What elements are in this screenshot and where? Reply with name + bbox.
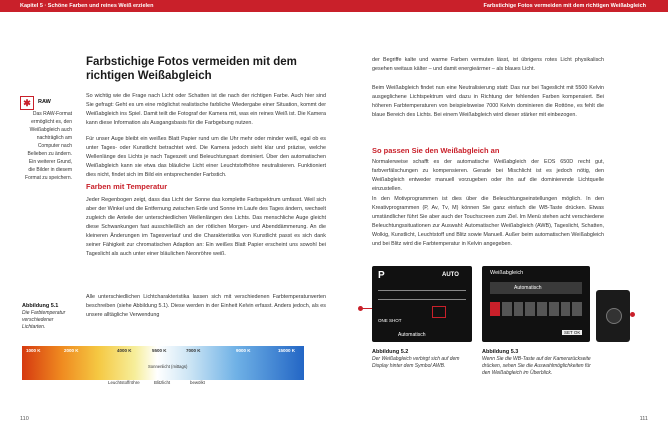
af-mode-label: ONE SHOT — [378, 318, 402, 323]
spectrum-source: Blauer Himmel — [254, 380, 283, 385]
spectrum-label: 2000 K — [64, 348, 79, 353]
spectrum-mid-label: Sonnenlicht (mittags) — [148, 364, 188, 369]
right-page — [334, 0, 668, 440]
wb-selected-option: Automatisch — [514, 285, 542, 291]
subheading-adjust-wb: So passen Sie den Weißabgleich an — [372, 146, 500, 155]
set-ok-button[interactable]: SET OK — [564, 330, 581, 335]
spectrum-source: bewölkt — [190, 380, 205, 385]
spectrum-label: 1000 K — [26, 348, 41, 353]
wb-option[interactable] — [537, 302, 547, 316]
page-number-right: 111 — [639, 416, 648, 422]
spectrum-source: Kerze — [26, 380, 38, 385]
paragraph-1: So wichtig wie die Frage nach Licht oder Schatten ist die nach der richtigen Farbe. Auch hier sind Sie gefragt: Geht es um eine möglichst realistische farbliche Wiedergabe einer Situation, kommt der Weißabgleich ins Spiel. Damit teilt die Fotograf der Kamera mit, was ein reines Weiß ist. Die Kamera kann diese Information als Ausgangsbasis für die Farbgebung nutzen. — [86, 93, 326, 126]
page-number-left: 110 — [20, 416, 29, 422]
spectrum-source: Glühlampe — [58, 380, 80, 385]
figure-5-1-caption: Abbildung 5.1 Die Farbtemperatur verschiedener Lichtarten. — [22, 303, 66, 330]
paragraph-r3: Normalerweise schafft es der automatische Weißabgleich der EOS 650D recht gut, farbverfälschungen zu kompensieren. Gerade bei Mischlicht ist es jedoch nötig, den Weißabgleich entweder manuell vorzugeben oder ihn auf die dominierende Lichtquelle einzustellen. — [372, 159, 604, 192]
sidebar-title: RAW — [38, 99, 51, 105]
callout-1-icon — [358, 306, 363, 311]
wb-option-awb[interactable] — [490, 302, 500, 316]
white-balance-menu-screen — [482, 266, 590, 342]
paragraph-r1: der Begriffe kalte und warme Farben vermuten lässt, ist übrigens rotes Licht physikalisch gesehen weitaus kälter – und damit energieärmer – als blaues Licht. — [372, 57, 604, 72]
wb-option[interactable] — [561, 302, 571, 316]
figure-5-3-caption: Abbildung 5.3 Wenn Sie die WB-Taste auf der Kamerarückseite drücken, sehen Sie die Auswahlmöglichkeiten für den Weißabgleich im Überblick. — [482, 349, 591, 376]
paragraph-2: Für unser Auge bleibt ein weißes Blatt Papier rund um die Uhr mehr oder minder weiß, egal ob es unter Tages- oder Kunstlicht betrachtet wird. Die Kamera jedoch sieht klar und präzise, welche Wellenlänge des Lichts je nach Tageszeit und Beleuchtungsart dominiert. Über den automatischen Weißabgleich kann sie etwa das bläuliche Licht einer Leuchtstoffröhre neutralisieren. Funktioniert dies nicht, findet sich im Bild ein entsprechender Farbstich. — [86, 136, 326, 178]
shooting-mode-label: P — [378, 270, 385, 281]
spectrum-label: 9000 K — [236, 348, 251, 353]
paragraph-3: Jeder Regenbogen zeigt, dass das Licht der Sonne das komplette Farbspektrum umfasst. Weil sich aber der Winkel und die Entfernung zwischen Erde und Sonne im Laufe des Tages ändern, wechselt zugleich die Anteile der unterschiedlichen Wellenlängen des Lichts. Das menschliche Auge gleicht diese Schwankungen fast ausschließlich an der rötlichen Morgen- und Abenddämmerung. An die kleineren Änderungen im Tagesverlauf und die Charakteristika von Kunstlicht passt es sich dank seiner Fähigkeit zur chromatischen Adaption an: Ein weißes Blatt Papier erscheint uns sowohl bei Tageslicht als auch unter einer bläulichen Neonröhre weiß. — [86, 197, 326, 257]
figure-5-2-caption: Abbildung 5.2 Der Weißabgleich verbirgt sich auf dem Display hinter dem Symbol AWB. — [372, 349, 460, 369]
sidebar-note: Das RAW-Format ermöglicht es, den Weißabgleich auch nachträglich am Computer nach Belieben zu ändern. Ein weiterer Grund, die Bilder in diesem Format zu speichern. — [25, 111, 72, 181]
wb-option[interactable] — [525, 302, 535, 316]
paragraph-r2: Beim Weißabgleich findet nun eine Neutralisierung statt: Das nur bei Tageslicht mit 5500 Kelvin ausgeglichene Lichtspektrum wird dazu in Richtung der fehlenden Farben kompensiert. Bei höheren Farbtemperaturen von beispielsweise 7000 Kelvin dominieren die Rottöne, es fehlt die blaue Bereich des Lichts. Bei einem Weißabgleich wird dieser stärker mit einbezogen. — [372, 85, 604, 118]
paragraph-4: Alle unterschiedlichen Lichtcharakteristika lassen sich mit verschiedenen Farbtemperaturwerten beschreiben (siehe Abbildung 5.1). Diese werden in der Einheit Kelvin erfasst. Anders jedoch, als es unsere alltägliche Verwendung — [86, 294, 326, 318]
wb-menu-title: Weißabgleich — [490, 270, 524, 276]
spectrum-label: 15000 K — [278, 348, 296, 353]
spectrum-source: Leuchtstoffröhre — [108, 380, 140, 385]
awb-highlight-box — [432, 306, 446, 318]
spectrum-source: Blitzlicht — [154, 380, 171, 385]
section-title: Farbstichige Fotos vermeiden mit dem richtigen Weißabgleich — [86, 56, 297, 82]
wb-option[interactable] — [514, 302, 524, 316]
callout-2-icon — [630, 312, 635, 317]
camera-display-screen — [372, 266, 472, 342]
exposure-scale — [378, 290, 466, 300]
raw-note-icon: ✱ — [20, 96, 34, 110]
spectrum-label: 5500 K — [152, 348, 167, 353]
wb-option[interactable] — [572, 302, 582, 316]
iso-label: AUTO — [442, 272, 459, 278]
callout-line — [362, 308, 372, 309]
left-running-header: Kapitel 5 · Schöne Farben und reines Weiß erzielen — [0, 0, 334, 12]
spectrum-label: 7000 K — [186, 348, 201, 353]
spectrum-label: 4000 K — [117, 348, 132, 353]
wb-option[interactable] — [549, 302, 559, 316]
wb-button-icon — [606, 308, 622, 324]
subheading-temperature: Farben mit Temperatur — [86, 182, 168, 191]
paragraph-r4: In den Motivprogrammen ist dies über die Beleuchtungseinstellungen möglich. In den Kreativprogrammen (P, Av, Tv, M) können Sie ganz einfach die WB-Taste drücken. Etwas umständlicher führt Sie aber auch der Touchscreen zum Ziel. Im Menü stehen acht verschiedene Beleuchtungssituationen zur Auswahl: Automatischer Weißabgleich (AWB), Tageslicht, Schatten, Wolkig, Kunstlicht, Leuchtstoff und Blitz sowie Manuell. Außer beim automatischen Weißabgleich und bei Blitz wird die Farbtemperatur in Kelvin angegeben. — [372, 196, 604, 247]
right-running-header: Farbstichige Fotos vermeiden mit dem richtigen Weißabgleich — [334, 0, 668, 12]
camera-back-photo — [596, 290, 630, 342]
wb-option-strip — [490, 302, 582, 316]
wb-option[interactable] — [502, 302, 512, 316]
wb-selected-label: Automatisch — [398, 332, 426, 338]
